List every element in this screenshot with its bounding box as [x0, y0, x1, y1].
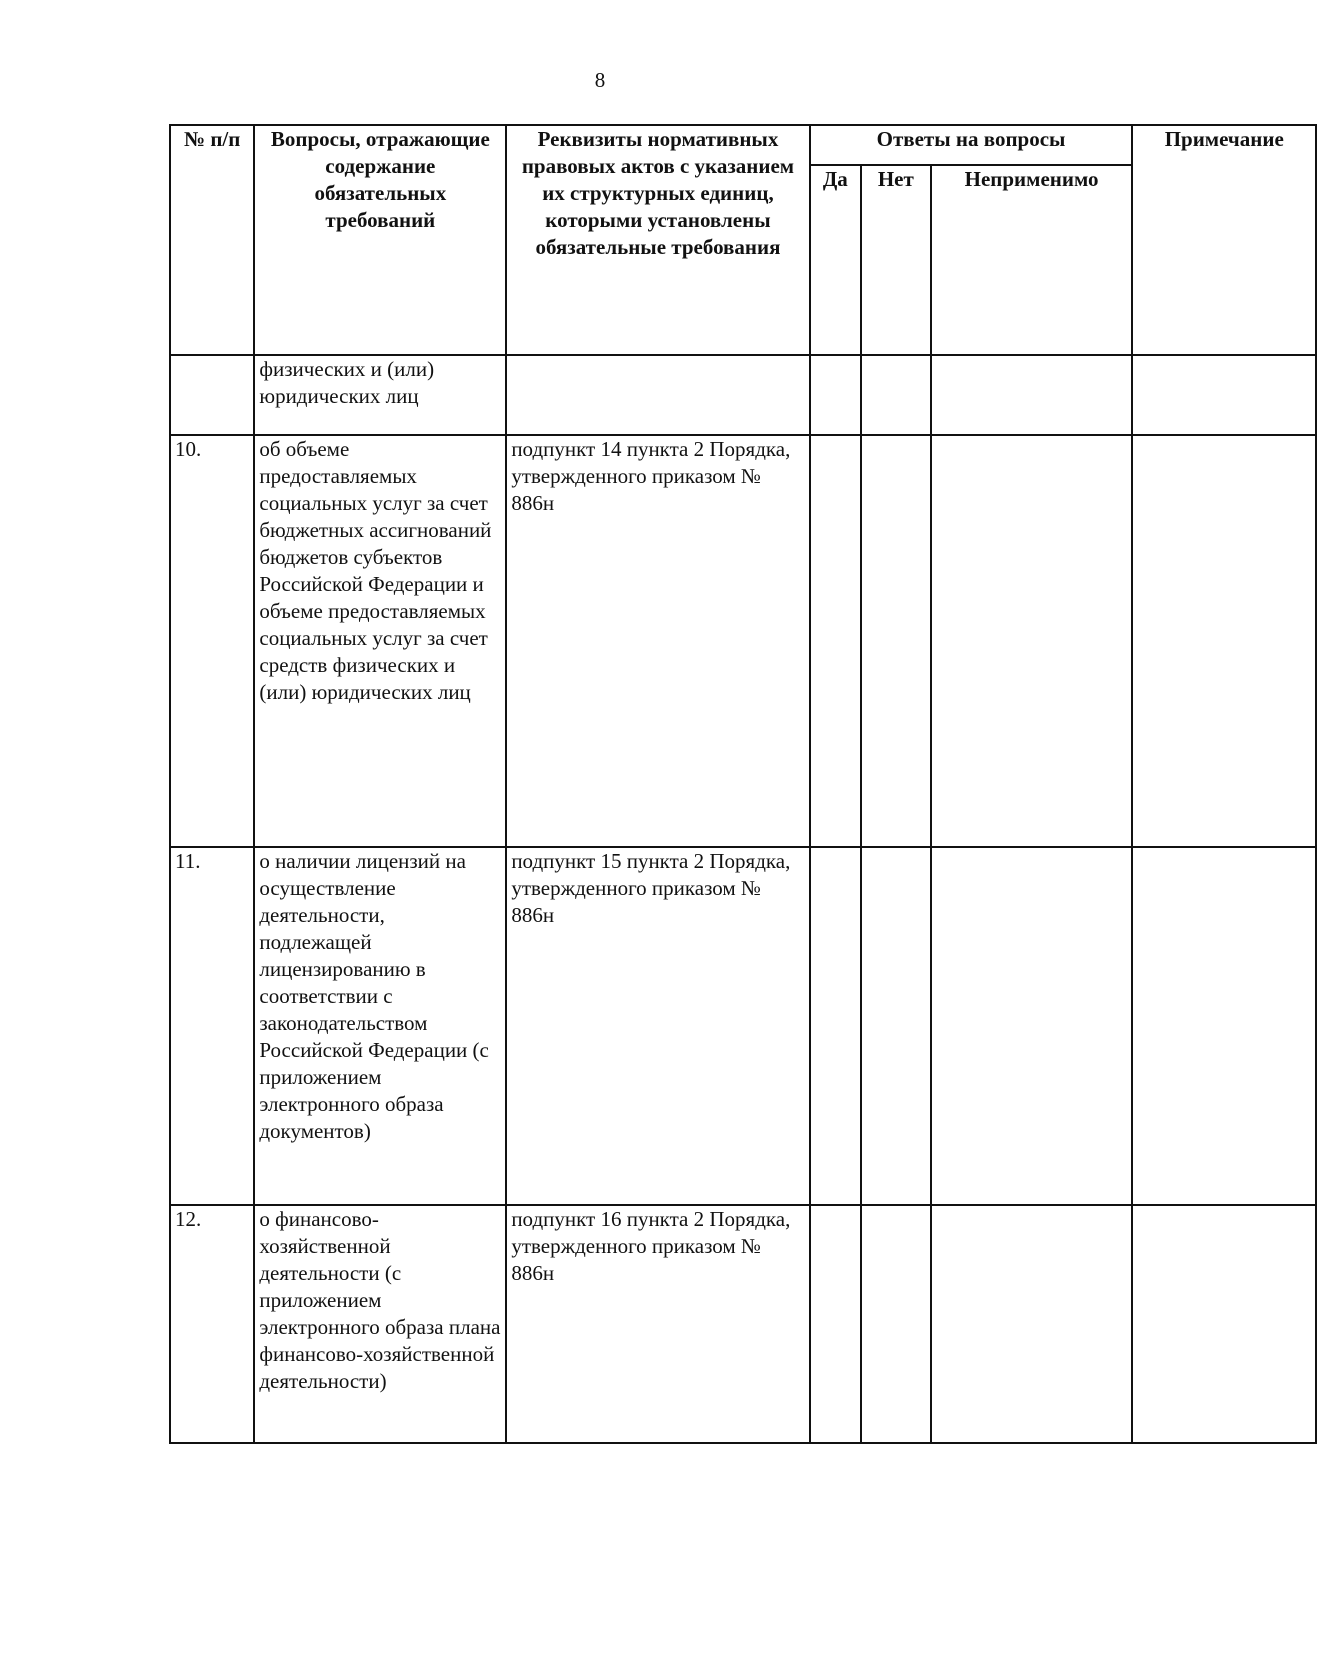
table-row [170, 847, 1316, 1205]
row-question: о наличии лицензий на осуществление деятельности, подлежащей лицензированию в соответствии с законодательством Российской Федерации (с приложением электронного образа документов) [254, 847, 506, 1205]
answer-na-cell[interactable] [931, 355, 1133, 435]
row-number: 12. [170, 1205, 254, 1443]
header-requisites: Реквизиты нормативных правовых актов с указанием их структурных единиц, которыми установлены обязательные требования [506, 125, 809, 355]
note-cell[interactable] [1132, 1205, 1316, 1443]
answer-no-cell[interactable] [861, 355, 931, 435]
answer-no-cell[interactable] [861, 1205, 931, 1443]
header-note: Примечание [1132, 125, 1316, 355]
row-number: 10. [170, 435, 254, 847]
answer-na-cell[interactable] [931, 435, 1133, 847]
header-number: № п/п [170, 125, 254, 355]
header-answers: Ответы на вопросы [810, 125, 1133, 165]
note-cell[interactable] [1132, 435, 1316, 847]
row-number: 11. [170, 847, 254, 1205]
answer-yes-cell[interactable] [810, 1205, 861, 1443]
header-yes: Да [810, 165, 861, 355]
row-question: об объеме предоставляемых социальных услуг за счет бюджетных ассигнований бюджетов субъектов Российской Федерации и объеме предоставляемых социальных услуг за счет средств физических и (или) юридических лиц [254, 435, 506, 847]
row-requisite [506, 355, 809, 435]
answer-na-cell[interactable] [931, 1205, 1133, 1443]
row-question: физических и (или) юридических лиц [254, 355, 506, 435]
answer-yes-cell[interactable] [810, 847, 861, 1205]
table-row [170, 435, 1316, 847]
checklist-table [169, 124, 1317, 1444]
table-row [170, 1205, 1316, 1443]
answer-yes-cell[interactable] [810, 435, 861, 847]
row-number [170, 355, 254, 435]
table-row [170, 355, 1316, 435]
header-no: Нет [861, 165, 931, 355]
answer-no-cell[interactable] [861, 847, 931, 1205]
row-question: о финансово-хозяйственной деятельности (с приложением электронного образа плана финансово-хозяйственной деятельности) [254, 1205, 506, 1443]
note-cell[interactable] [1132, 847, 1316, 1205]
row-requisite: подпункт 14 пункта 2 Порядка, утвержденного приказом № 886н [506, 435, 809, 847]
answer-na-cell[interactable] [931, 847, 1133, 1205]
header-not-applicable: Неприменимо [931, 165, 1133, 355]
answer-yes-cell[interactable] [810, 355, 861, 435]
header-questions: Вопросы, отражающие содержание обязательных требований [254, 125, 506, 355]
row-requisite: подпункт 15 пункта 2 Порядка, утвержденного приказом № 886н [506, 847, 809, 1205]
answer-no-cell[interactable] [861, 435, 931, 847]
row-requisite: подпункт 16 пункта 2 Порядка, утвержденного приказом № 886н [506, 1205, 809, 1443]
page-number: 8 [594, 68, 606, 92]
note-cell[interactable] [1132, 355, 1316, 435]
